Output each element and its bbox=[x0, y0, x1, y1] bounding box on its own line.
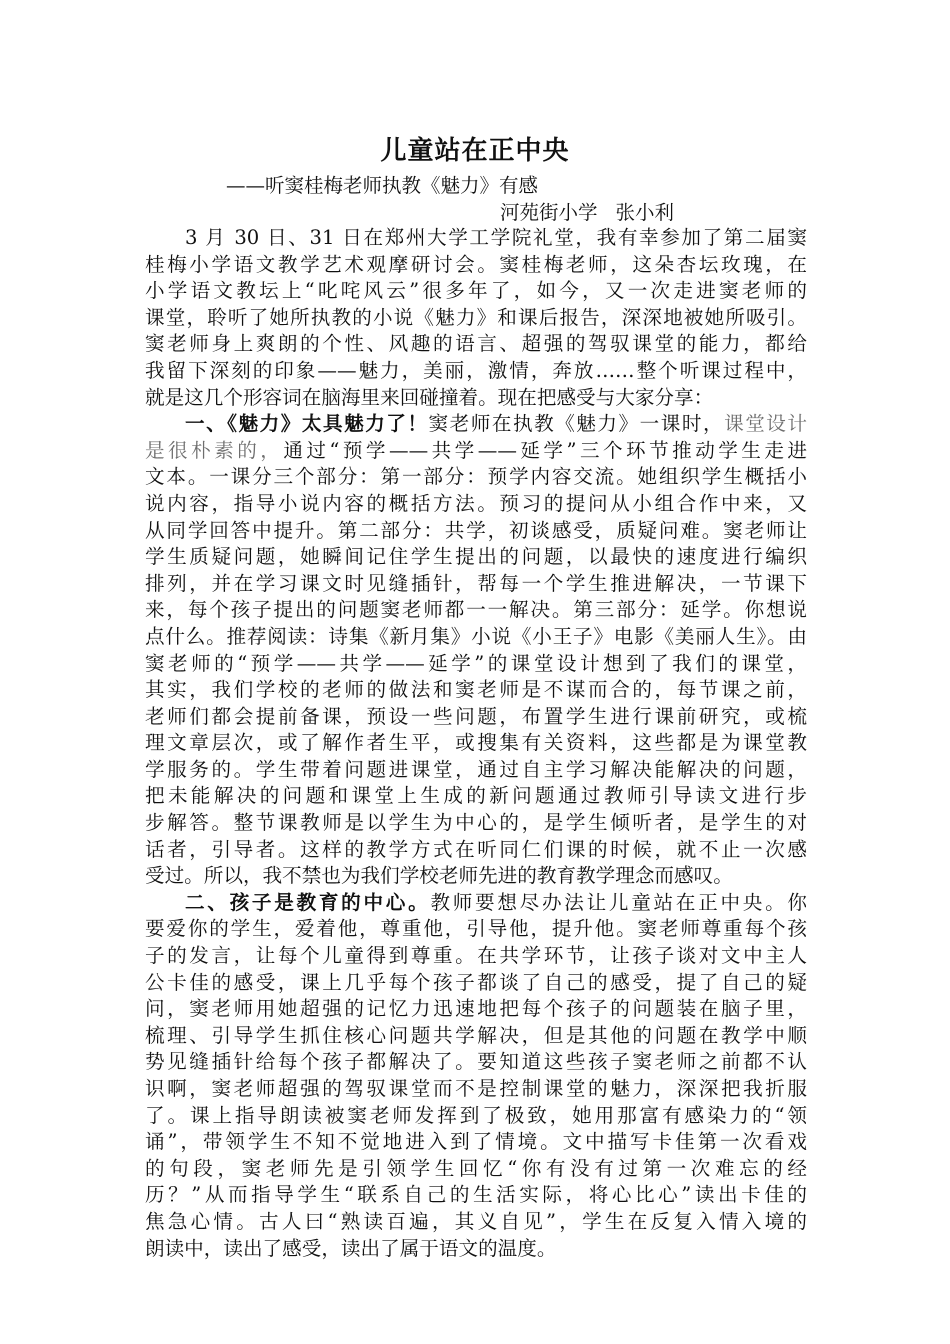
text-line: 话者，引导者。这样的教学方式在听同仁们课的时候，就不止一次感 bbox=[145, 837, 807, 861]
text-line: 理文章层次，或了解作者生平，或搜集有关资料，这些都是为课堂教 bbox=[145, 731, 807, 755]
text-line: 课堂，聆听了她所执教的小说《魅力》和课后报告，深深地被她所吸引。 bbox=[145, 305, 807, 329]
text-line: 子的发言，让每个儿童得到尊重。在共学环节，让孩子谈对文中主人 bbox=[145, 944, 807, 968]
author-school: 河苑街小学 bbox=[500, 201, 598, 224]
text-line: 排列，并在学习课文时见缝插针，帮每一个学生推进解决，一节课下 bbox=[145, 571, 807, 595]
text-line: 其实，我们学校的老师的做法和窦老师是不谋而合的，每节课之前， bbox=[145, 678, 807, 702]
text-line: 我留下深刻的印象——魅力，美丽，激情，奔放……整个听课过程中， bbox=[145, 358, 807, 382]
section-one-heading: 一、《魅力》太具魅力了！ bbox=[185, 412, 429, 436]
text-line: 从同学回答中提升。第二部分：共学，初谈感受，质疑问难。窦老师让 bbox=[145, 518, 807, 542]
text-line: 学服务的。学生带着问题进课堂，通过自主学习解决能解决的问题， bbox=[145, 757, 807, 781]
section-two-heading: 二、孩子是教育的中心。 bbox=[185, 890, 431, 914]
text-line: 老师们都会提前备课，预设一些问题，布置学生进行课前研究，或梳 bbox=[145, 704, 807, 728]
document-subtitle: ——听窦桂梅老师执教《魅力》有感 bbox=[226, 174, 539, 197]
text-line: 受过。所以，我不禁也为我们学校老师先进的教育教学理念而感叹。 bbox=[145, 864, 733, 888]
document-title: 儿童站在正中央 bbox=[380, 136, 570, 166]
text-line bbox=[145, 890, 807, 917]
text-line bbox=[145, 411, 807, 438]
text-line: 历？”从而指导学生“联系自己的生活实际，将心比心”读出卡佳的 bbox=[145, 1183, 807, 1207]
text-line: 就是这几个形容词在脑海里来回碰撞着。现在把感受与大家分享： bbox=[145, 385, 714, 409]
author-name: 张小利 bbox=[615, 201, 675, 224]
text-line: 梳理、引导学生抓住核心问题共学解决，但是其他的问题在教学中顺 bbox=[145, 1023, 807, 1047]
highlighted-text: 课堂设计 bbox=[724, 412, 808, 436]
document-body bbox=[145, 225, 807, 1262]
text-line: 了。课上指导朗读被窦老师发挥到了极致，她用那富有感染力的“领 bbox=[145, 1103, 807, 1127]
text-line: 的句段，窦老师先是引领学生回忆“你有没有过第一次难忘的经 bbox=[145, 1156, 807, 1180]
text-line: 问，窦老师用她超强的记忆力迅速地把每个孩子的问题装在脑子里， bbox=[145, 997, 807, 1021]
text-line bbox=[145, 438, 807, 465]
text-run: 通过“预学——共学——延学”三个环节推动学生走进 bbox=[283, 438, 807, 462]
highlighted-text: 是很朴素的， bbox=[145, 438, 284, 462]
text-line: 文本。一课分三个部分：第一部分：预学内容交流。她组织学生概括小 bbox=[145, 465, 807, 489]
text-line: 势见缝插针给每个孩子都解决了。要知道这些孩子窦老师之前都不认 bbox=[145, 1050, 807, 1074]
text-line: 说内容，指导小说内容的概括方法。预习的提问从小组合作中来，又 bbox=[145, 491, 807, 515]
author-line bbox=[500, 199, 674, 227]
section-one-lines bbox=[145, 464, 807, 890]
text-line: 要爱你的学生，爱着他，尊重他，引导他，提升他。窦老师尊重每个孩 bbox=[145, 917, 807, 941]
text-line: 公卡佳的感受，课上几乎每个孩子都谈了自己的感受，提了自己的疑 bbox=[145, 970, 807, 994]
text-line: 识啊，窦老师超强的驾驭课堂而不是控制课堂的魅力，深深把我折服 bbox=[145, 1077, 807, 1100]
text-line: 来，每个孩子提出的问题窦老师都一一解决。第三部分：延学。你想说 bbox=[145, 598, 807, 622]
section-two-lines bbox=[145, 916, 807, 1262]
text-line: 3 月 30 日、31 日在郑州大学工学院礼堂，我有幸参加了第二届窦 bbox=[185, 226, 807, 249]
text-line: 诵”，带领学生不知不觉地进入到了情境。文中描写卡佳第一次看戏 bbox=[145, 1130, 807, 1154]
paragraph-section-two bbox=[145, 890, 807, 1262]
text-line: 焦急心情。古人曰“熟读百遍，其义自见”，学生在反复入情入境的 bbox=[145, 1209, 807, 1233]
text-run: 窦老师在执教《魅力》一课时， bbox=[428, 412, 725, 436]
paragraph-section-one bbox=[145, 411, 807, 890]
text-line: 点什么。推荐阅读：诗集《新月集》小说《小王子》电影《美丽人生》。由 bbox=[145, 624, 807, 648]
text-line: 窦老师身上爽朗的个性、风趣的语言、超强的驾驭课堂的能力，都给 bbox=[145, 332, 807, 356]
text-line: 桂梅小学语文教学艺术观摩研讨会。窦桂梅老师，这朵杏坛玫瑰，在 bbox=[145, 252, 807, 276]
text-line: 步解答。整节课教师是以学生为中心的，是学生倾听者，是学生的对 bbox=[145, 811, 807, 835]
text-line: 学生质疑问题，她瞬间记住学生提出的问题，以最快的速度进行编织 bbox=[145, 545, 807, 569]
text-run: 教师要想尽办法让儿童站在正中央。你 bbox=[430, 890, 808, 914]
text-line: 小学语文教坛上“叱咤风云”很多年了，如今，又一次走进窦老师的 bbox=[145, 279, 807, 303]
paragraph-intro bbox=[145, 225, 807, 411]
text-line: 窦老师的“预学——共学——延学”的课堂设计想到了我们的课堂， bbox=[145, 651, 807, 675]
text-line: 把未能解决的问题和课堂上生成的新问题通过教师引导读文进行步 bbox=[145, 784, 807, 808]
text-line: 朗读中，读出了感受，读出了属于语文的温度。 bbox=[145, 1236, 557, 1260]
